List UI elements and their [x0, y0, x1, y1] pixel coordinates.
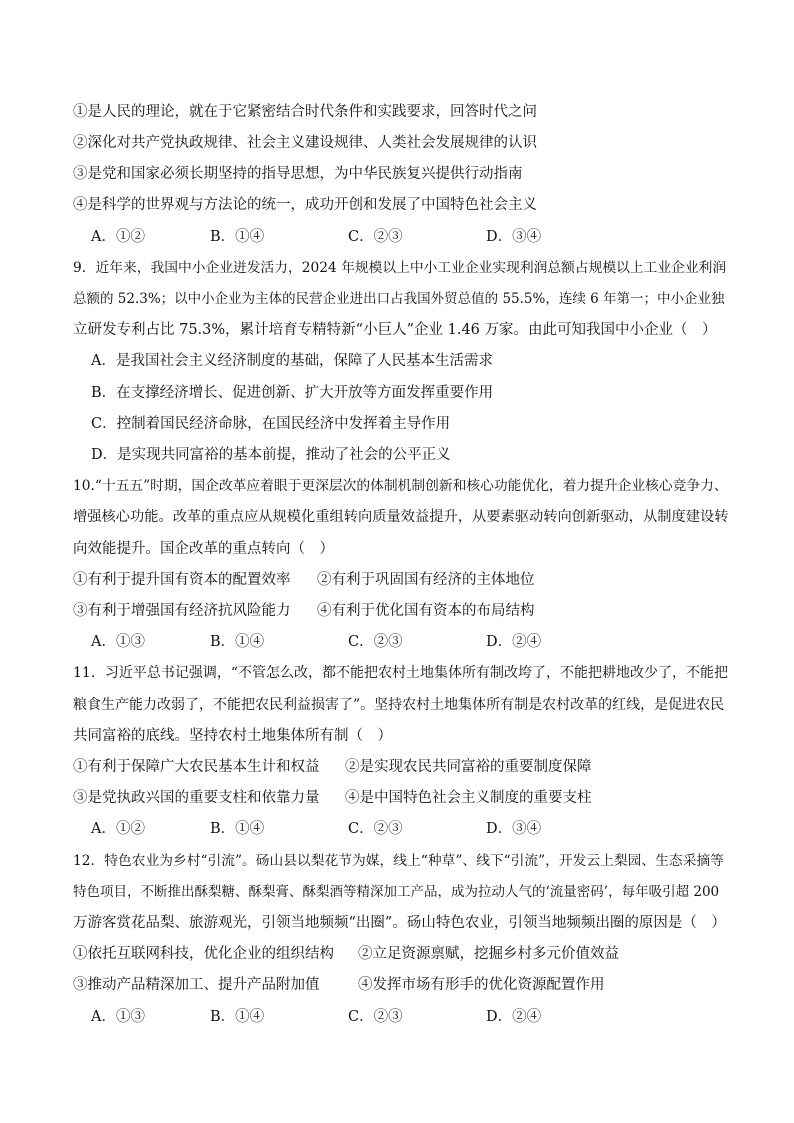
q12-choice-a: A．①③	[91, 1009, 145, 1025]
q11-item-3: ③是党执政兴国的重要支柱和依靠力量	[73, 790, 320, 806]
q11-choice-a: A．①②	[91, 821, 145, 837]
q10-stem-line-1: 10.“十五五”时期，国企改革应着眼于更深层次的体制机制创新和核心功能优化，着力提升企业核心竞争力、	[73, 478, 728, 494]
q11-stem-line-2: 粮食生产能力改弱了，不能把农民利益损害了”。坚持农村土地集体所有制是农村改革的红线，是促进农民	[73, 697, 725, 713]
q9-stem-line-3: 立研发专利占比 75.3%，累计培育专精特新“小巨人”企业 1.46 万家。由此可知我国中小企业（ ）	[73, 322, 717, 338]
q9-stem-line-1: 9．近年来，我国中小企业迸发活力，2024 年规模以上中小工业企业实现利润总额占规模以上工业企业利润	[73, 260, 727, 276]
q9-stem-line-2: 总额的 52.3%；以中小企业为主体的民营企业进出口占我国外贸总值的 55.5%，连续 6 年第一；中小企业独	[73, 291, 725, 307]
q10-choice-c: C．②③	[348, 634, 403, 650]
q12-stem-line-2: 特色项目，不断推出酥梨糖、酥梨膏、酥梨酒等精深加工产品，成为拉动人气的‘流量密码’，每年吸引超 200	[73, 884, 720, 900]
q10-stem-line-2: 增强核心功能。改革的重点应从规模化重组转向质量效益提升，从要素驱动转向创新驱动，从制度建设转	[73, 509, 729, 525]
q10-choice-a: A．①③	[91, 634, 145, 650]
q8-item-1: ①是人民的理论，就在于它紧密结合时代条件和实践要求，回答时代之问	[73, 104, 537, 120]
q12-choice-b: B．①④	[210, 1009, 265, 1025]
q8-item-2: ②深化对共产党执政规律、社会主义建设规律、人类社会发展规律的认识	[73, 135, 537, 151]
q11-item-4: ④是中国特色社会主义制度的重要支柱	[345, 790, 592, 806]
q9-option-d: D．是实现共同富裕的基本前提，推动了社会的公平正义	[91, 447, 451, 463]
q12-choice-c: C．②③	[348, 1009, 403, 1025]
q9-option-c: C．控制着国民经济命脉，在国民经济中发挥着主导作用	[91, 416, 451, 432]
q12-item-3: ③推动产品精深加工、提升产品附加值	[73, 977, 320, 993]
q12-stem-line-1: 12．特色农业为乡村“引流”。砀山县以梨花节为媒，线上“种草”、线下“引流”，开发云上梨园、生态采摘等	[73, 853, 724, 869]
q8-choice-b: B．①④	[210, 229, 265, 245]
q11-item-2: ②是实现农民共同富裕的重要制度保障	[345, 759, 592, 775]
q11-stem-line-3: 共同富裕的底线。坚持农村土地集体所有制（ ）	[73, 728, 392, 744]
q12-stem-line-3: 万游客赏花品梨、旅游观光，引领当地频频“出圈”。砀山特色农业，引领当地频频出圈的原因是（ ）	[73, 915, 726, 931]
q10-item-1: ①有利于提升国有资本的配置效率	[73, 572, 291, 588]
q10-stem-line-3: 向效能提升。国企改革的重点转向（ ）	[73, 541, 334, 557]
q12-item-1: ①依托互联网科技，优化企业的组织结构	[73, 946, 334, 962]
q8-item-4: ④是科学的世界观与方法论的统一，成功开创和发展了中国特色社会主义	[73, 197, 537, 213]
q11-choice-c: C．②③	[348, 821, 403, 837]
q10-choice-d: D．②④	[486, 634, 542, 650]
q8-choice-a: A．①②	[91, 229, 145, 245]
q10-item-3: ③有利于增强国有经济抗风险能力	[73, 603, 291, 619]
q9-option-b: B．在支撑经济增长、促进创新、扩大开放等方面发挥重要作用	[91, 385, 494, 401]
q11-choice-b: B．①④	[210, 821, 265, 837]
q11-choice-d: D．③④	[486, 821, 542, 837]
q11-item-1: ①有利于保障广大农民基本生计和权益	[73, 759, 320, 775]
q10-item-4: ④有利于优化国有资本的布局结构	[317, 603, 535, 619]
q12-item-2: ②立足资源禀赋，挖掘乡村多元价值效益	[358, 946, 619, 962]
q8-choice-d: D．③④	[486, 229, 542, 245]
q12-choice-d: D．②④	[486, 1009, 542, 1025]
q12-item-4: ④发挥市场有形手的优化资源配置作用	[358, 977, 605, 993]
q11-stem-line-1: 11．习近平总书记强调，“不管怎么改，都不能把农村土地集体所有制改垮了，不能把耕地改少了，不能把	[73, 665, 728, 681]
q9-option-a: A．是我国社会主义经济制度的基础，保障了人民基本生活需求	[91, 353, 493, 369]
q10-item-2: ②有利于巩固国有经济的主体地位	[317, 572, 535, 588]
q10-choice-b: B．①④	[210, 634, 265, 650]
q8-choice-c: C．②③	[348, 229, 403, 245]
q8-item-3: ③是党和国家必须长期坚持的指导思想，为中华民族复兴提供行动指南	[73, 166, 523, 182]
